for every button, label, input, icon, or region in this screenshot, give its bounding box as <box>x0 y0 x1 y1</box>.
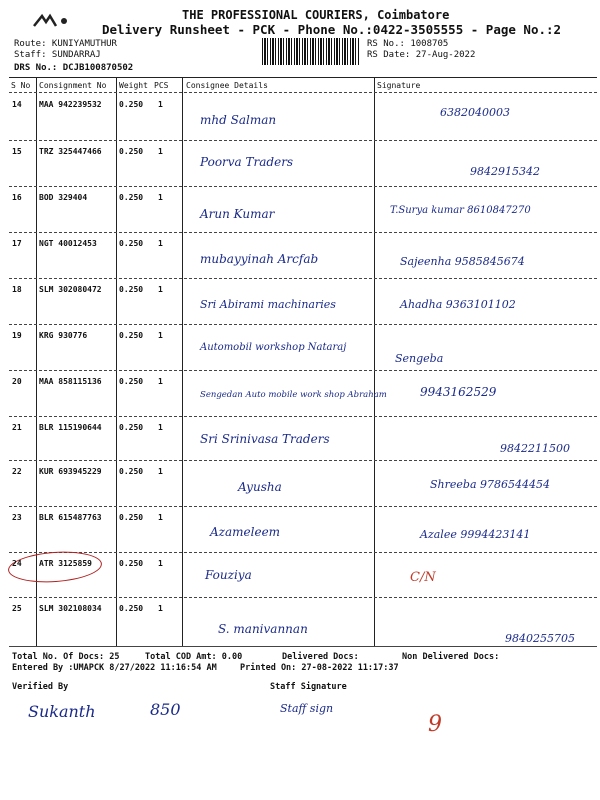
row-signature: C/N <box>410 570 436 585</box>
verifier-signature: Sukanth <box>28 702 96 721</box>
row-pcs: 1 <box>158 513 163 522</box>
row-pcs: 1 <box>158 331 163 340</box>
row-consignee: S. manivannan <box>218 622 308 636</box>
row-signature: Sajeenha 9585845674 <box>400 255 525 268</box>
row-signature: Ahadha 9363101102 <box>400 298 516 311</box>
column-divider <box>116 77 117 647</box>
row-pcs: 1 <box>158 467 163 476</box>
row-sno: 24 <box>12 559 22 568</box>
rs-date: RS Date: 27-Aug-2022 <box>367 50 476 60</box>
row-pcs: 1 <box>158 559 163 568</box>
row-signature: 9842211500 <box>500 442 570 455</box>
verifier-note: 850 <box>150 700 181 719</box>
row-pcs: 1 <box>158 604 163 613</box>
row-consignment: KRG 930776 <box>39 331 88 340</box>
column-header-consignment: Consignment No <box>39 81 107 90</box>
staff-label: Staff: SUNDARRAJ <box>14 50 101 60</box>
column-header-signature: Signature <box>377 81 421 90</box>
row-weight: 0.250 <box>119 423 144 432</box>
row-consignment: BOD 329404 <box>39 193 88 202</box>
row-consignment: MAA 858115136 <box>39 377 102 386</box>
row-sno: 18 <box>12 285 22 294</box>
row-sno: 20 <box>12 377 22 386</box>
row-consignment: TRZ 325447466 <box>39 147 102 156</box>
row-signature: T.Surya kumar 8610847270 <box>390 205 531 216</box>
row-signature: Azalee 9994423141 <box>420 528 531 541</box>
row-sno: 15 <box>12 147 22 156</box>
route-label: Route: KUNIYAMUTHUR <box>14 39 117 49</box>
row-pcs: 1 <box>158 285 163 294</box>
non-delivered-docs: Non Delivered Docs: <box>402 652 500 662</box>
total-docs: Total No. Of Docs: 25 <box>12 652 120 662</box>
row-pcs: 1 <box>158 377 163 386</box>
column-header-consignee: Consignee Details <box>186 81 268 90</box>
header-divider <box>9 92 597 93</box>
row-weight: 0.250 <box>119 147 144 156</box>
row-consignment: NGT 40012453 <box>39 239 97 248</box>
row-pcs: 1 <box>158 239 163 248</box>
row-signature: 6382040003 <box>440 106 510 119</box>
document-subtitle: Delivery Runsheet - PCK - Phone No.:0422-3505555 - Page No.:2 <box>102 22 562 37</box>
row-divider <box>9 370 597 371</box>
row-consignee: Sri Abirami machinaries <box>200 298 336 311</box>
entered-by: Entered By :UMAPCK 8/27/2022 11:16:54 AM <box>12 663 217 673</box>
row-sno: 21 <box>12 423 22 432</box>
red-circled-mark: 9 <box>428 712 442 737</box>
rs-number: RS No.: 1008705 <box>367 39 449 49</box>
row-pcs: 1 <box>158 423 163 432</box>
row-signature: 9842915342 <box>470 165 540 178</box>
row-consignee: Poorva Traders <box>200 155 294 169</box>
row-divider <box>9 552 597 553</box>
row-sno: 19 <box>12 331 22 340</box>
company-logo-icon <box>32 12 72 32</box>
staff-signature-label: Staff Signature <box>270 682 347 692</box>
row-pcs: 1 <box>158 193 163 202</box>
row-weight: 0.250 <box>119 559 144 568</box>
row-weight: 0.250 <box>119 331 144 340</box>
row-weight: 0.250 <box>119 467 144 476</box>
row-divider <box>9 278 597 279</box>
row-divider <box>9 597 597 598</box>
row-divider <box>9 460 597 461</box>
row-pcs: 1 <box>158 147 163 156</box>
table-bottom-border <box>9 646 597 647</box>
row-consignment: MAA 942239532 <box>39 100 102 109</box>
row-consignee: Fouziya <box>205 568 252 582</box>
row-consignment: ATR 3125859 <box>39 559 92 568</box>
row-weight: 0.250 <box>119 513 144 522</box>
drs-number: DRS No.: DCJB100870502 <box>14 63 134 73</box>
column-header-sno: S No <box>11 81 31 90</box>
row-consignee: mhd Salman <box>200 113 277 127</box>
row-consignee: Azameleem <box>210 525 281 539</box>
document-title: THE PROFESSIONAL COURIERS, Coimbatore <box>182 8 450 22</box>
verified-by-label: Verified By <box>12 682 69 692</box>
row-sno: 16 <box>12 193 22 202</box>
row-weight: 0.250 <box>119 377 144 386</box>
row-sno: 17 <box>12 239 22 248</box>
row-divider <box>9 232 597 233</box>
total-cod-amount: Total COD Amt: 0.00 <box>145 652 243 662</box>
row-divider <box>9 140 597 141</box>
row-weight: 0.250 <box>119 285 144 294</box>
row-sno: 22 <box>12 467 22 476</box>
row-signature: Sengeba <box>395 352 444 365</box>
column-divider <box>374 77 375 647</box>
row-consignment: BLR 615487763 <box>39 513 102 522</box>
column-divider <box>182 77 183 647</box>
row-weight: 0.250 <box>119 193 144 202</box>
row-consignee: Sri Srinivasa Traders <box>200 432 330 446</box>
row-divider <box>9 186 597 187</box>
row-consignee: Arun Kumar <box>200 207 275 221</box>
barcode <box>262 38 360 65</box>
row-consignee: Ayusha <box>238 480 282 494</box>
row-consignment: SLM 302108034 <box>39 604 102 613</box>
row-sno: 23 <box>12 513 22 522</box>
row-weight: 0.250 <box>119 604 144 613</box>
row-consignee: Automobil workshop Nataraj <box>200 342 347 353</box>
printed-on: Printed On: 27-08-2022 11:17:37 <box>240 663 399 673</box>
row-signature: 9840255705 <box>505 632 575 645</box>
row-divider <box>9 324 597 325</box>
row-weight: 0.250 <box>119 239 144 248</box>
row-consignee: mubayyinah Arcfab <box>200 252 319 266</box>
row-consignment: KUR 693945229 <box>39 467 102 476</box>
delivered-docs: Delivered Docs: <box>282 652 359 662</box>
staff-signature: Staff sign <box>280 702 334 715</box>
row-consignee: Sengedan Auto mobile work shop Abraham <box>200 390 387 400</box>
row-consignment: SLM 302080472 <box>39 285 102 294</box>
row-consignment: BLR 115190644 <box>39 423 102 432</box>
row-weight: 0.250 <box>119 100 144 109</box>
column-header-pcs: PCS <box>154 81 169 90</box>
row-pcs: 1 <box>158 100 163 109</box>
row-divider <box>9 506 597 507</box>
row-sno: 25 <box>12 604 22 613</box>
row-sno: 14 <box>12 100 22 109</box>
column-header-weight: Weight <box>119 81 148 90</box>
row-signature: Shreeba 9786544454 <box>430 478 550 491</box>
row-divider <box>9 416 597 417</box>
row-signature: 9943162529 <box>420 385 497 399</box>
